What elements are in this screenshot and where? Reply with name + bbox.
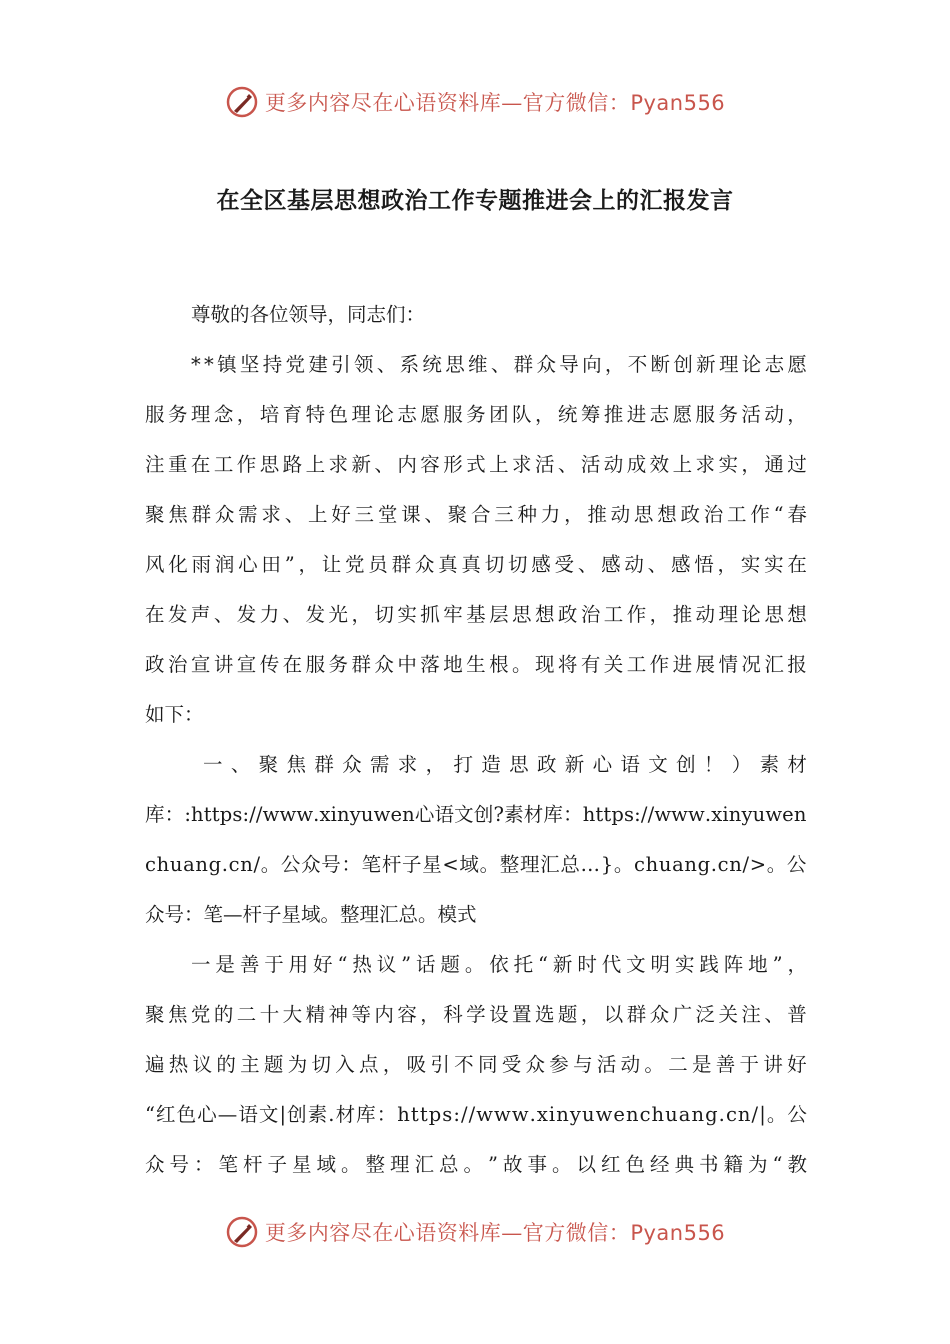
paragraph-line: 尊敬的各位领导，同志们： xyxy=(191,303,426,326)
wechat-id: Pyan556 xyxy=(630,91,726,115)
paragraph-line: 风 化 雨 润 心 田 ” ， 让 党 员 群 众 真 真 切 切 感 受 、 感 动 、 感 悟 ， 实 实 在 xyxy=(145,553,807,576)
paragraph-line: 注 重 在 工 作 思 路 上 求 新 、 内 容 形 式 上 求 活 、 活 动 成 效 上 求 实 ， 通 过 xyxy=(145,453,807,476)
paragraph-line: 聚 焦 群 众 需 求 、 上 好 三 堂 课 、 聚 合 三 种 力 ， 推 动 思 想 政 治 工 作 “ 春 xyxy=(145,503,807,526)
document-title: 在全区基层思想政治工作专题推进会上的汇报发言 xyxy=(216,188,734,214)
paragraph-line: 一 是 善 于 用 好 “ 热 议 ” 话 题 。 依 托 “ 新 时 代 文 明 实 践 阵 地 ” ， xyxy=(191,953,807,976)
paragraph-line: 库 ： : h t t p s : / / w w w . x i n y u w e n 心 语 文 创 ? 素 材 库 ： h t t p s : / / w w w . x i n y u w e n xyxy=(145,803,807,826)
paragraph-line: 众 号 ： 笔 杆 子 星 域 。 整 理 汇 总 。 ” 故 事 。 以 红 色 经 典 书 籍 为 “ 教 xyxy=(145,1153,807,1176)
paragraph-line: 聚 焦 党 的 二 十 大 精 神 等 内 容 ， 科 学 设 置 选 题 ， 以 群 众 广 泛 关 注 、 普 xyxy=(145,1003,807,1026)
section-heading-line: 一 、 聚 焦 群 众 需 求 ， 打 造 思 政 新 心 语 文 创 ！ ） 素 材 xyxy=(203,753,807,776)
header-banner-text: 更多内容尽在心语资料库—官方微信：Pyan556 xyxy=(264,91,726,115)
paragraph-line: 众号：笔—杆子星域。整理汇总。模式 xyxy=(145,903,477,926)
footer-banner-text: 更多内容尽在心语资料库—官方微信：Pyan556 xyxy=(264,1221,726,1245)
paragraph-line: c h u a n g . c n / 。 公 众 号 ： 笔 杆 子 星 < 域 。 整 理 汇 总 … } 。 c h u a n g . c n / > 。 公 xyxy=(145,853,807,876)
paragraph-line: 政 治 宣 讲 宣 传 在 服 务 群 众 中 落 地 生 根 。 现 将 有 关 工 作 进 展 情 况 汇 报 xyxy=(145,653,807,676)
paragraph-line: “ 红 色 心 — 语 文 | 创 素 . 材 库 ： h t t p s : / / w w w . x i n y u w e n c h u a n g . c n / | 。 公 xyxy=(145,1103,807,1126)
header-banner xyxy=(0,82,950,122)
paragraph-line: * * 镇 坚 持 党 建 引 领 、 系 统 思 维 、 群 众 导 向 ， 不 断 创 新 理 论 志 愿 xyxy=(191,353,807,376)
paragraph-line: 在 发 声 、 发 力 、 发 光 ， 切 实 抓 牢 基 层 思 想 政 治 工 作 ， 推 动 理 论 思 想 xyxy=(145,603,807,626)
wechat-id: Pyan556 xyxy=(630,1221,726,1245)
quill-logo-icon xyxy=(225,1215,259,1249)
paragraph-line: 遍 热 议 的 主 题 为 切 入 点 ， 吸 引 不 同 受 众 参 与 活 动 。 二 是 善 于 讲 好 xyxy=(145,1053,807,1076)
document-body xyxy=(145,290,807,1190)
footer-banner xyxy=(0,1212,950,1252)
paragraph-line: 服 务 理 念 ， 培 育 特 色 理 论 志 愿 服 务 团 队 ， 统 筹 推 进 志 愿 服 务 活 动 ， xyxy=(145,403,807,426)
quill-logo-icon xyxy=(225,85,259,119)
paragraph-line: 如下： xyxy=(145,703,204,726)
